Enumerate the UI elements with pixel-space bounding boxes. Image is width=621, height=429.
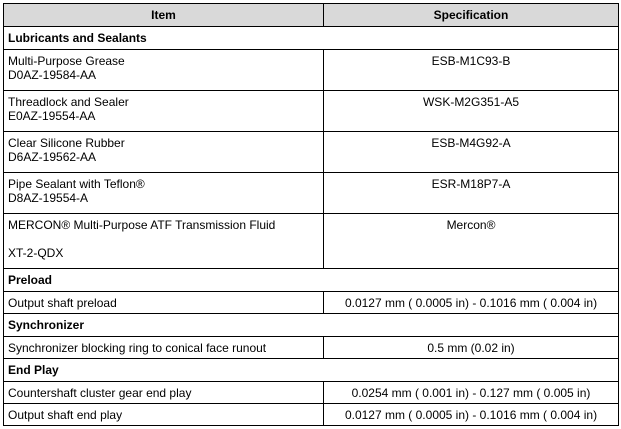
- spec-cell: Mercon®: [324, 214, 619, 269]
- item-cell: Output shaft preload: [4, 292, 324, 314]
- section-row: [4, 269, 619, 292]
- section-title-synchronizer: Synchronizer: [4, 314, 619, 337]
- table-row: [4, 292, 619, 314]
- table-row: [4, 382, 619, 404]
- table-row: [4, 132, 619, 173]
- section-row: [4, 314, 619, 337]
- table-row: [4, 214, 619, 269]
- column-header-item: Item: [4, 4, 324, 27]
- item-cell: [4, 91, 324, 132]
- item-name: Clear Silicone Rubber: [8, 136, 125, 150]
- column-header-specification: Specification: [324, 4, 619, 27]
- item-name: Threadlock and Sealer: [8, 95, 129, 109]
- table-row: [4, 404, 619, 426]
- table-row: [4, 50, 619, 91]
- spec-cell: 0.0127 mm ( 0.0005 in) - 0.1016 mm ( 0.004 in): [324, 292, 619, 314]
- item-cell: Output shaft end play: [4, 404, 324, 426]
- item-code: XT-2-QDX: [8, 246, 64, 260]
- table-row: [4, 337, 619, 359]
- spec-cell: WSK-M2G351-A5: [324, 91, 619, 132]
- spec-cell: 0.5 mm (0.02 in): [324, 337, 619, 359]
- spec-cell: ESB-M4G92-A: [324, 132, 619, 173]
- item-cell: [4, 132, 324, 173]
- item-code: E0AZ-19554-AA: [8, 109, 96, 123]
- spec-cell: ESB-M1C93-B: [324, 50, 619, 91]
- spec-cell: ESR-M18P7-A: [324, 173, 619, 214]
- item-cell: [4, 214, 324, 269]
- item-cell: [4, 173, 324, 214]
- section-row: [4, 27, 619, 50]
- table-row: [4, 173, 619, 214]
- item-code: D8AZ-19554-A: [8, 191, 89, 205]
- item-cell: Countershaft cluster gear end play: [4, 382, 324, 404]
- section-title-preload: Preload: [4, 269, 619, 292]
- section-title-end-play: End Play: [4, 359, 619, 382]
- item-code: D6AZ-19562-AA: [8, 150, 97, 164]
- spec-cell: 0.0254 mm ( 0.001 in) - 0.127 mm ( 0.005 in): [324, 382, 619, 404]
- table-row: [4, 91, 619, 132]
- specification-table: [3, 3, 619, 426]
- item-cell: Synchronizer blocking ring to conical face runout: [4, 337, 324, 359]
- item-cell: [4, 50, 324, 91]
- item-name: Multi-Purpose Grease: [8, 54, 125, 68]
- item-code: D0AZ-19584-AA: [8, 68, 97, 82]
- section-row: [4, 359, 619, 382]
- header-row: [4, 4, 619, 27]
- section-title-lubricants: Lubricants and Sealants: [4, 27, 619, 50]
- item-name: Pipe Sealant with Teflon®: [8, 177, 145, 191]
- spec-cell: 0.0127 mm ( 0.0005 in) - 0.1016 mm ( 0.004 in): [324, 404, 619, 426]
- item-name: MERCON® Multi-Purpose ATF Transmission Fluid: [8, 218, 276, 232]
